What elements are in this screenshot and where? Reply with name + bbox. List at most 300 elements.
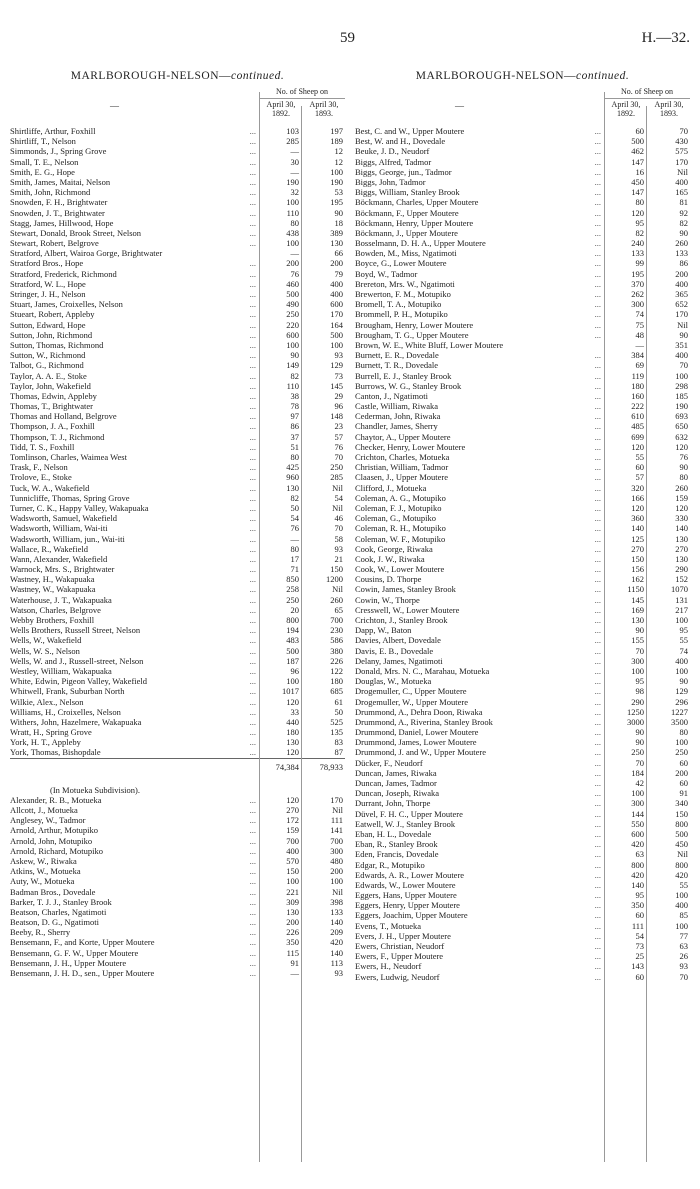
owner-name: Arnold, Arthur, Motupiko <box>10 825 98 836</box>
sheep-1893: 145 <box>330 380 343 391</box>
sheep-1892: 103 <box>286 126 299 136</box>
owner-name: Arnold, Richard, Motupiko <box>10 845 104 856</box>
sheep-1893: 85 <box>679 910 688 921</box>
table-row <box>10 136 345 146</box>
table-row <box>355 360 690 370</box>
sheep-1892: 71 <box>290 564 299 575</box>
leader-dots: ... <box>594 971 601 982</box>
sheep-1893: 150 <box>675 808 688 819</box>
leader-dots: ... <box>594 727 601 738</box>
leader-dots: ... <box>594 472 601 483</box>
sheep-1892: 425 <box>286 462 299 473</box>
owner-name: Small, T. E., Nelson <box>10 156 79 167</box>
sheep-1892: 320 <box>631 482 644 493</box>
leader-dots: ... <box>594 360 601 371</box>
sheep-1892: 226 <box>286 927 299 938</box>
sheep-1893: 200 <box>330 258 343 269</box>
owner-name: Shirtliffe, Arthur, Foxhill <box>10 126 96 136</box>
owner-name: Withers, John, Hazelmere, Wakapuaka <box>10 716 142 727</box>
sheep-count-header: No. of Sheep on <box>259 86 345 99</box>
sheep-1892: 82 <box>290 370 299 381</box>
owner-name: Beatson, D. G., Ngatimoti <box>10 917 100 928</box>
owner-name: Davies, Albert, Dovedale <box>355 635 441 646</box>
sheep-1893: 450 <box>675 839 688 850</box>
sheep-1892: 800 <box>286 615 299 625</box>
sheep-1893: 50 <box>334 706 343 717</box>
table-row <box>10 635 345 645</box>
column-rule <box>604 92 605 1162</box>
table-row <box>355 890 690 900</box>
sheep-1892: 166 <box>631 492 644 503</box>
table-row <box>10 584 345 594</box>
sheep-1893: 79 <box>334 268 343 279</box>
sheep-1893: 700 <box>330 615 343 625</box>
table-row <box>355 870 690 880</box>
sheep-1892: 120 <box>286 747 299 758</box>
sheep-1893: 365 <box>675 289 688 299</box>
table-row <box>355 544 690 554</box>
owner-name: Auty, W., Motueka <box>10 876 75 887</box>
leader-dots: ... <box>249 268 256 279</box>
table-row <box>355 248 690 258</box>
sheep-1893: 400 <box>675 278 688 289</box>
owner-name: Westley, William, Wakapuaka <box>10 665 112 676</box>
sheep-1893: 165 <box>675 187 688 198</box>
sheep-1892: 483 <box>286 635 299 646</box>
sheep-1892: 300 <box>631 798 644 809</box>
leader-dots: ... <box>594 818 601 829</box>
table-row <box>10 472 345 482</box>
sheep-1892: 800 <box>631 859 644 870</box>
owner-name: Burrows, W. G., Stanley Brook <box>355 380 462 391</box>
sheep-1893: 129 <box>330 360 343 371</box>
sheep-1893: 63 <box>679 941 688 951</box>
sheep-1892: 600 <box>286 329 299 340</box>
table-row <box>355 615 690 625</box>
leader-dots: ... <box>249 686 256 697</box>
owner-name: Wells Brothers, Russell Street, Nelson <box>10 625 141 636</box>
leader-dots: ... <box>594 350 601 361</box>
leader-dots: ... <box>249 794 256 805</box>
leader-dots: ... <box>594 258 601 269</box>
leader-dots: ... <box>249 604 256 615</box>
owner-name: Cresswell, W., Lower Moutere <box>355 604 460 615</box>
table-row <box>355 330 690 340</box>
right-rows <box>355 126 690 982</box>
table-row <box>355 564 690 574</box>
owner-name: Smith, John, Richmond <box>10 187 91 198</box>
owner-name: Böckmann, F., Upper Moutere <box>355 207 459 218</box>
table-row <box>10 615 345 625</box>
owner-name: Castle, William, Riwaka <box>355 401 439 412</box>
sheep-1893: 96 <box>334 401 343 412</box>
sheep-1892: 80 <box>290 543 299 554</box>
table-row <box>10 948 345 958</box>
sheep-1892: 55 <box>635 452 644 462</box>
sheep-1893: 76 <box>334 441 343 452</box>
table-row <box>10 442 345 452</box>
leader-dots: ... <box>249 238 256 249</box>
leader-dots: ... <box>249 187 256 198</box>
sheep-1893: 26 <box>679 951 688 962</box>
leader-dots: ... <box>594 839 601 850</box>
sheep-1892: 25 <box>635 951 644 962</box>
leader-dots: ... <box>594 329 601 340</box>
table-row <box>10 493 345 503</box>
sheep-1892: 100 <box>286 197 299 208</box>
sheep-1892: — <box>290 533 299 544</box>
owner-name: Duncan, Joseph, Riwaka <box>355 788 440 799</box>
sheep-1893: 70 <box>679 360 688 371</box>
leader-dots: ... <box>249 502 256 513</box>
sheep-1892: 1017 <box>282 686 299 697</box>
owner-name: Shirtliff, T., Nelson <box>10 136 76 147</box>
owner-name: Trolove, E., Stoke <box>10 472 72 483</box>
owner-name: Badman Bros., Dovedale <box>10 886 96 897</box>
table-row <box>10 208 345 218</box>
table-row <box>355 381 690 391</box>
leader-dots: ... <box>594 227 601 238</box>
owner-name: Checker, Henry, Lower Moutere <box>355 441 466 452</box>
sheep-1893: 150 <box>330 564 343 575</box>
table-row <box>10 279 345 289</box>
sheep-1893: 100 <box>675 920 688 931</box>
leader-dots: ... <box>249 441 256 452</box>
owner-name: Wann, Alexander, Wakefield <box>10 553 108 564</box>
owner-name: Eatwell, W. J., Stanley Brook <box>355 818 456 829</box>
table-row <box>355 126 690 136</box>
column-rule <box>301 106 302 1162</box>
owner-name: Wastney, W., Wakapuaka <box>10 584 96 595</box>
date-1892-header: April 30, 1892. <box>611 100 641 118</box>
sheep-1893: 250 <box>675 747 688 758</box>
leader-dots: ... <box>594 166 601 177</box>
sheep-1892: 960 <box>286 472 299 483</box>
sheep-1892: 100 <box>631 665 644 676</box>
leader-dots: ... <box>594 890 601 901</box>
owner-name: Drummond, A., Dehra Doon, Riwaka <box>355 706 483 717</box>
owner-name: Duncan, James, Tadmor <box>355 778 437 788</box>
owner-name: Wadsworth, Samuel, Wakefield <box>10 513 118 524</box>
sheep-1892: 290 <box>631 696 644 707</box>
sheep-1892: 32 <box>290 187 299 198</box>
sheep-1892: — <box>290 968 299 978</box>
owner-name: Sutton, John, Richmond <box>10 329 93 340</box>
leader-dots: ... <box>249 452 256 462</box>
table-row <box>10 927 345 937</box>
table-row <box>10 805 345 815</box>
leader-dots: ... <box>249 645 256 656</box>
right-column-title: MARLBOROUGH-NELSON—continued. <box>415 70 630 82</box>
table-row <box>355 747 690 757</box>
sheep-1893: 1070 <box>671 584 688 595</box>
owner-name: Edgar, R., Motupiko <box>355 859 425 870</box>
table-row <box>355 880 690 890</box>
table-row <box>10 686 345 696</box>
sheep-1893: 93 <box>334 968 343 978</box>
sheep-1893: 90 <box>679 329 688 340</box>
sheep-1893: 351 <box>675 339 688 350</box>
sheep-1893: 78,933 <box>319 761 343 772</box>
table-row <box>355 829 690 839</box>
owner-name: Drogemuller, W., Upper Moutere <box>355 696 468 707</box>
leader-dots: ... <box>249 350 256 361</box>
owner-name: Coleman, F. J., Motupiko <box>355 502 442 513</box>
leader-dots: ... <box>249 197 256 208</box>
table-row <box>355 646 690 656</box>
leader-dots: ... <box>249 747 256 758</box>
sheep-1893: 398 <box>330 896 343 907</box>
sheep-1892: 86 <box>290 421 299 432</box>
owner-name: White, Edwin, Pigeon Valley, Wakefield <box>10 676 148 687</box>
sheep-1892: 100 <box>631 788 644 799</box>
owner-name: Thomas and Holland, Belgrove <box>10 411 117 422</box>
sheep-1893: 54 <box>334 492 343 503</box>
owner-name: Stueart, Robert, Appleby <box>10 309 95 320</box>
sheep-1892: 420 <box>631 839 644 850</box>
table-row <box>10 218 345 228</box>
leader-dots: ... <box>594 767 601 778</box>
sheep-1893: 53 <box>334 187 343 198</box>
leader-dots: ... <box>249 166 256 177</box>
sheep-1892: 100 <box>286 238 299 249</box>
sheep-1892: 550 <box>631 818 644 829</box>
sheep-1893: 1227 <box>671 706 688 717</box>
table-row <box>355 177 690 187</box>
owner-name: Webby Brothers, Foxhill <box>10 615 95 625</box>
leader-dots: ... <box>594 655 601 666</box>
sheep-1892: 156 <box>631 564 644 575</box>
sheep-1892: 250 <box>631 747 644 758</box>
sheep-1893: 76 <box>679 452 688 462</box>
sheep-1892: 54 <box>290 513 299 524</box>
table-row <box>355 411 690 421</box>
table-row <box>355 798 690 808</box>
sheep-1892: 300 <box>631 655 644 666</box>
table-row <box>10 897 345 907</box>
leader-dots: ... <box>594 828 601 839</box>
table-row <box>355 676 690 686</box>
leader-dots: ... <box>594 900 601 911</box>
owner-name: Ewers, H., Neudorf <box>355 961 422 972</box>
table-row <box>355 452 690 462</box>
sheep-1893: 200 <box>675 268 688 279</box>
leader-dots: ... <box>249 825 256 836</box>
leader-dots: ... <box>249 492 256 503</box>
sheep-1892: 90 <box>290 350 299 361</box>
table-row <box>355 513 690 523</box>
leader-dots: ... <box>249 431 256 442</box>
table-row <box>10 289 345 299</box>
sheep-1893: 650 <box>675 421 688 432</box>
sheep-1893: 159 <box>675 492 688 503</box>
name-column-header: — <box>110 101 119 111</box>
table-row <box>10 815 345 825</box>
owner-name: Drogemuller, C., Upper Moutere <box>355 686 467 697</box>
owner-name: Böckmann, Charles, Upper Moutere <box>355 197 479 208</box>
sheep-1892: 221 <box>286 886 299 897</box>
owner-name: Stratford, W. L., Hope <box>10 278 86 289</box>
table-row <box>10 197 345 207</box>
owner-name: Brougham, T. G., Upper Moutere <box>355 329 469 340</box>
owner-name: Eden, Francis, Dovedale <box>355 849 439 860</box>
sheep-1892: 180 <box>286 727 299 738</box>
sheep-1892: 200 <box>286 258 299 269</box>
date-1893-header: April 30, 1893. <box>654 100 684 118</box>
leader-dots: ... <box>249 896 256 907</box>
leader-dots: ... <box>594 798 601 809</box>
sheep-1893: 93 <box>679 961 688 972</box>
owner-name: Alexander, R. B., Motueka <box>10 794 102 805</box>
owner-name: Cook, J. W., Riwaka <box>355 553 425 564</box>
table-row <box>10 917 345 927</box>
sheep-1892: 120 <box>631 207 644 218</box>
table-row <box>355 472 690 482</box>
leader-dots: ... <box>594 788 601 799</box>
sheep-1893: 480 <box>330 855 343 866</box>
owner-name: Claasen, J., Upper Moutere <box>355 472 449 483</box>
owner-name: Bowden, M., Miss, Ngatimoti <box>355 248 457 259</box>
sheep-1893: 100 <box>330 876 343 887</box>
sheep-1893: 230 <box>330 625 343 636</box>
sheep-1892: 438 <box>286 227 299 238</box>
sheep-1892: 169 <box>631 604 644 615</box>
sheep-1892: 74 <box>635 309 644 320</box>
sheep-1893: 185 <box>675 390 688 401</box>
sheep-1892: 400 <box>286 845 299 856</box>
leader-dots: ... <box>594 207 601 218</box>
table-row <box>355 167 690 177</box>
sheep-1892: 98 <box>635 686 644 697</box>
table-row <box>355 900 690 910</box>
sheep-1893: 111 <box>330 815 343 826</box>
owner-name: Watson, Charles, Belgrove <box>10 604 101 615</box>
leader-dots: ... <box>594 197 601 208</box>
leader-dots: ... <box>594 411 601 422</box>
table-row <box>355 666 690 676</box>
owner-name: Biggs, John, Tadmor <box>355 176 426 187</box>
sheep-1892: 360 <box>631 513 644 524</box>
leader-dots: ... <box>249 462 256 473</box>
sheep-1892: 450 <box>631 176 644 187</box>
table-row <box>10 656 345 666</box>
owner-name: Drummond, A., Riverina, Stanley Brook <box>355 716 493 727</box>
sheep-1893: 18 <box>334 217 343 228</box>
table-row <box>10 676 345 686</box>
sheep-1892: 54 <box>635 930 644 941</box>
owner-name: Bromell, T. A., Motupiko <box>355 299 442 310</box>
right-table-header <box>355 86 690 126</box>
leader-dots: ... <box>249 380 256 391</box>
sheep-1893: Nil <box>677 319 688 330</box>
leader-dots: ... <box>249 156 256 167</box>
owner-name: Brereton, Mrs. W., Ngatimoti <box>355 278 455 289</box>
sheep-1893: 586 <box>330 635 343 646</box>
leader-dots: ... <box>249 615 256 625</box>
owner-name: Bosselmann, D. H. A., Upper Moutere <box>355 238 486 249</box>
sheep-1893: 131 <box>675 594 688 605</box>
leader-dots: ... <box>249 917 256 928</box>
table-row <box>355 635 690 645</box>
owner-name: Eggers, Henry, Upper Moutere <box>355 900 460 911</box>
leader-dots: ... <box>249 146 256 157</box>
owner-name: Wallace, R., Wakefield <box>10 543 89 554</box>
table-row <box>355 269 690 279</box>
table-row <box>10 825 345 835</box>
column-rule <box>646 106 647 1162</box>
subdivision-heading <box>10 785 345 795</box>
sheep-1892: 76 <box>290 268 299 279</box>
sheep-1893: 100 <box>675 890 688 901</box>
leader-dots: ... <box>594 370 601 381</box>
table-row <box>355 584 690 594</box>
sheep-1892: 82 <box>635 227 644 238</box>
table-row <box>355 768 690 778</box>
table-row <box>10 523 345 533</box>
sheep-1893: 100 <box>330 166 343 177</box>
sheep-1893: 77 <box>679 930 688 941</box>
leader-dots: ... <box>594 564 601 575</box>
sheep-1892: 262 <box>631 289 644 299</box>
owner-name: Beuke, J. D., Neudorf <box>355 146 430 157</box>
table-row <box>10 887 345 897</box>
sheep-1893: 58 <box>334 533 343 544</box>
owner-name: Ewers, Christian, Neudorf <box>355 941 445 951</box>
owner-name: Tunnicliffe, Thomas, Spring Grove <box>10 492 130 503</box>
sheep-1893: 260 <box>330 594 343 605</box>
sheep-1892: 300 <box>631 299 644 310</box>
leader-dots: ... <box>249 805 256 815</box>
owner-name: Cederman, John, Riwaka <box>355 411 441 422</box>
sheep-1892: — <box>290 166 299 177</box>
sheep-1892: 82 <box>290 492 299 503</box>
owner-name: Thompson, J. A., Foxhill <box>10 421 95 432</box>
table-row <box>10 371 345 381</box>
table-row <box>355 421 690 431</box>
owner-name: (In Motueka Subdivision). <box>50 784 140 795</box>
sheep-1892: 130 <box>286 906 299 917</box>
sheep-1892: 250 <box>286 309 299 320</box>
sheep-1892: 110 <box>286 380 299 391</box>
leader-dots: ... <box>594 380 601 391</box>
sheep-1893: 87 <box>334 747 343 758</box>
sheep-1893: 90 <box>679 462 688 473</box>
table-row <box>10 937 345 947</box>
sheep-1893: 70 <box>334 523 343 534</box>
owner-name: Duncan, James, Riwaka <box>355 767 437 778</box>
owner-name: Whitwell, Frank, Suburban North <box>10 686 125 697</box>
sheep-1893: 130 <box>330 238 343 249</box>
sheep-1892: — <box>290 146 299 157</box>
sheep-1893: 500 <box>330 329 343 340</box>
leader-dots: ... <box>594 553 601 564</box>
sheep-1892: 1150 <box>627 584 644 595</box>
sheep-1892: 150 <box>631 553 644 564</box>
sheep-1892: 115 <box>286 947 299 958</box>
table-row <box>355 574 690 584</box>
sheep-1893: 55 <box>679 879 688 890</box>
leader-dots: ... <box>249 329 256 340</box>
leader-dots: ... <box>249 845 256 856</box>
sheep-1892: 187 <box>286 655 299 666</box>
column-rule <box>259 92 260 1162</box>
owner-name: Waterhouse, J. T., Wakapuaka <box>10 594 112 605</box>
sheep-1893: 81 <box>679 197 688 208</box>
owner-name: Boyd, W., Tadmor <box>355 268 418 279</box>
leader-dots: ... <box>249 906 256 917</box>
sheep-1893: 296 <box>675 696 688 707</box>
sheep-1892: 220 <box>286 319 299 330</box>
